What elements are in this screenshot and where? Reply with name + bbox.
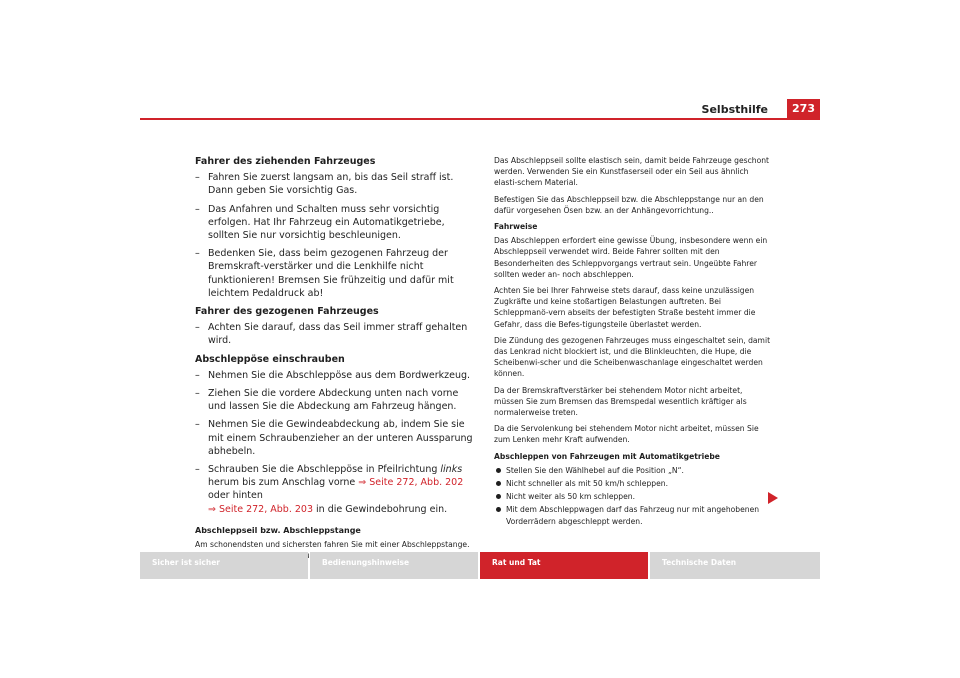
- footer-tab-sicher[interactable]: Sicher ist sicher: [140, 552, 308, 579]
- paragraph: Die Zündung des gezogenen Fahrzeuges muss eingeschaltet sein, damit das Lenkrad nicht blockiert ist, und die Blinkleuchten, die Hupe, die Scheibenwi-scher und die Scheibenwaschanlage eingeschaltet werden können.: [494, 335, 771, 379]
- list-item: – Achten Sie darauf, dass das Seil immer straff gehalten wird.: [195, 322, 468, 347]
- bullet-icon: [496, 494, 501, 499]
- list-item: – Bedenken Sie, dass beim gezogenen Fahrzeug der Bremskraft-verstärker und die Lenkhilfe nicht funktionieren! Bremsen Sie frühzeitig und dafür mit leichtem Pedaldruck ab!: [195, 248, 454, 299]
- bullet-item: Nicht schneller als mit 50 km/h schleppen.: [494, 478, 774, 489]
- list-item: – Fahren Sie zuerst langsam an, bis das Seil straff ist. Dann geben Sie vorsichtig Gas.: [195, 172, 454, 197]
- bullet-icon: [496, 468, 501, 473]
- heading-towing-driver: Fahrer des ziehenden Fahrzeuges: [195, 156, 376, 167]
- list-item: – Schrauben Sie die Abschleppöse in Pfeilrichtung links herum bis zum Anschlag vorne ⇒ Seite 272, Abb. 202 oder hinten ⇒ Seite 272, Abb. 203 in die Gewindebohrung ein.: [195, 464, 464, 515]
- paragraph: Das Abschleppen erfordert eine gewisse Übung, insbesondere wenn ein Abschleppseil verwendet wird. Beide Fahrer sollten mit den Besonderheiten des Schleppvorgangs vertraut sein. Ungeübte Fahrer sollten weder an- noch abschleppen.: [494, 236, 768, 279]
- heading-towing-eye: Abschleppöse einschrauben: [195, 353, 345, 365]
- section-title: Selbsthilfe: [701, 103, 768, 116]
- heading-automatic: Abschleppen von Fahrzeugen mit Automatikgetriebe: [494, 451, 720, 461]
- paragraph: Das Abschleppseil sollte elastisch sein, damit beide Fahrzeuge geschont werden. Verwenden Sie ein Kunstfaserseil oder ein Seil aus ähnlich elasti-schem Material.: [494, 156, 770, 188]
- list-item: – Nehmen Sie die Abschleppöse aus dem Bordwerkzeug.: [195, 369, 471, 381]
- bullet-item: Nicht weiter als 50 km schleppen.: [494, 491, 774, 502]
- list-item: – Nehmen Sie die Gewindeabdeckung ab, indem Sie sie mit einem Schraubenzieher an der unteren Aussparung abhebeln.: [195, 419, 473, 457]
- bullet-item: Stellen Sie den Wählhebel auf die Position „N“.: [494, 465, 774, 476]
- bullet-icon: [496, 481, 501, 486]
- heading-towed-driver: Fahrer des gezogenen Fahrzeuges: [195, 306, 379, 318]
- cross-reference-link[interactable]: ⇒ Seite 272, Abb. 203: [208, 503, 313, 515]
- continue-arrow-icon: [768, 492, 778, 504]
- list-item: – Ziehen Sie die vordere Abdeckung unten nach vorne und lassen Sie die Abdeckung am Fahrzeug hängen.: [195, 388, 459, 413]
- paragraph: Da der Bremskraftverstärker bei stehendem Motor nicht arbeitet, müssen Sie zum Bremsen das Bremspedal wesentlich kräftiger als normalerweise treten.: [494, 385, 747, 418]
- note-heading: Abschleppseil bzw. Abschleppstange: [195, 525, 361, 535]
- footer-tab-rat-und-tat[interactable]: Rat und Tat: [480, 552, 648, 579]
- left-column: [195, 155, 475, 572]
- heading-driving-style: Fahrweise: [494, 222, 538, 232]
- footer-tab-technische-daten[interactable]: Technische Daten: [650, 552, 820, 579]
- cross-reference-link[interactable]: ⇒ Seite 272, Abb. 202: [358, 477, 464, 489]
- right-column: [494, 155, 774, 529]
- paragraph: Befestigen Sie das Abschleppseil bzw. die Abschleppstange nur an den dafür vorgesehen Ösen bzw. an der Anhängevorrichtung..: [494, 194, 764, 215]
- footer-nav: [140, 552, 820, 579]
- footer-tab-bedienung[interactable]: Bedienungshinweise: [310, 552, 478, 579]
- note-text: Am schonendsten und sichersten fahren Sie mit einer Abschleppstange.: [195, 540, 470, 550]
- page-number-badge: 273: [787, 99, 820, 119]
- paragraph: Da die Servolenkung bei stehendem Motor nicht arbeitet, müssen Sie zum Lenken mehr Kraft aufwenden.: [494, 424, 759, 445]
- bullet-icon: [496, 507, 501, 512]
- list-item: – Das Anfahren und Schalten muss sehr vorsichtig erfolgen. Hat Ihr Fahrzeug ein Automatikgetriebe, sollten Sie nur vorsichtig beschleunigen.: [195, 203, 445, 242]
- paragraph: Achten Sie bei Ihrer Fahrweise stets darauf, dass keine unzulässigen Zugkräfte und keine stoßartigen Belastungen auftreten. Bei Schleppmanö-vern abseits der befestigten Straße besteht immer die Gefahr, dass die Befes-tigungsteile überlastet werden.: [494, 286, 756, 329]
- bullet-item: Mit dem Abschleppwagen darf das Fahrzeug nur mit angehobenen Vorderrädern abgeschleppt werden.: [494, 504, 774, 526]
- header-rule: [140, 118, 820, 120]
